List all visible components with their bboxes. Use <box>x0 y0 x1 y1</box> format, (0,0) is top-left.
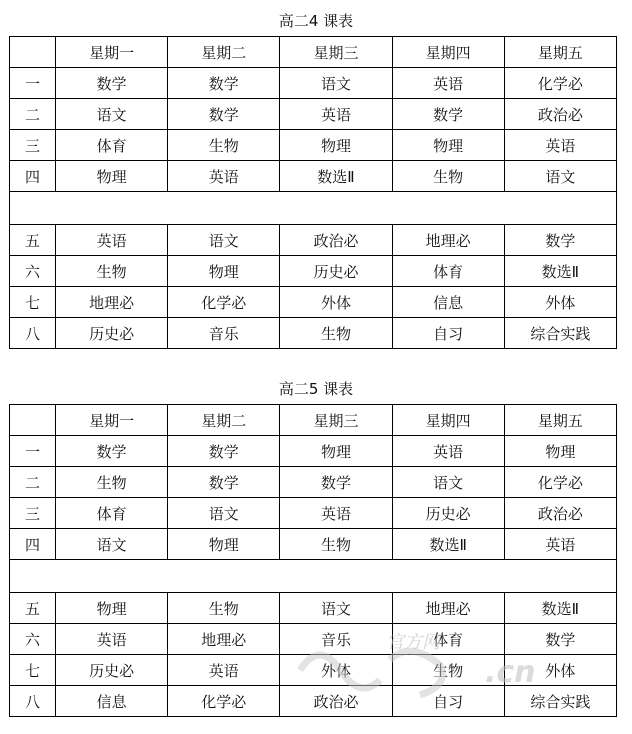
class-cell: 地理必 <box>392 593 504 624</box>
break-cell <box>10 560 617 593</box>
class-cell: 数学 <box>168 99 280 130</box>
period-label: 二 <box>10 467 56 498</box>
class-cell: 外体 <box>504 655 616 686</box>
class-cell: 数选Ⅱ <box>504 593 616 624</box>
class-cell: 英语 <box>56 225 168 256</box>
period-label: 七 <box>10 287 56 318</box>
class-cell: 综合实践 <box>504 318 616 349</box>
class-cell: 生物 <box>392 161 504 192</box>
class-cell: 物理 <box>168 529 280 560</box>
class-cell: 外体 <box>280 655 392 686</box>
class-cell: 数学 <box>168 467 280 498</box>
class-cell: 自习 <box>392 318 504 349</box>
class-cell: 自习 <box>392 686 504 717</box>
class-cell: 体育 <box>56 498 168 529</box>
table-row <box>10 287 617 318</box>
timetable-2 <box>9 404 617 717</box>
corner-cell <box>10 405 56 436</box>
class-cell: 物理 <box>280 130 392 161</box>
table-row <box>10 130 617 161</box>
class-cell: 政治必 <box>504 498 616 529</box>
class-cell: 物理 <box>56 593 168 624</box>
class-cell: 英语 <box>56 624 168 655</box>
period-label: 三 <box>10 498 56 529</box>
class-cell: 数学 <box>56 68 168 99</box>
class-cell: 物理 <box>392 130 504 161</box>
class-cell: 语文 <box>56 529 168 560</box>
day-header: 星期一 <box>56 405 168 436</box>
class-cell: 英语 <box>168 655 280 686</box>
table-row <box>10 593 617 624</box>
class-cell: 英语 <box>168 161 280 192</box>
class-cell: 生物 <box>280 529 392 560</box>
class-cell: 历史必 <box>56 655 168 686</box>
class-cell: 综合实践 <box>504 686 616 717</box>
class-cell: 体育 <box>392 256 504 287</box>
day-header: 星期三 <box>280 37 392 68</box>
class-cell: 政治必 <box>504 99 616 130</box>
period-label: 一 <box>10 436 56 467</box>
table-row <box>10 686 617 717</box>
class-cell: 数学 <box>504 624 616 655</box>
period-label: 六 <box>10 256 56 287</box>
day-header: 星期二 <box>168 405 280 436</box>
class-cell: 英语 <box>392 436 504 467</box>
class-cell: 英语 <box>280 99 392 130</box>
day-header: 星期五 <box>504 405 616 436</box>
class-cell: 物理 <box>56 161 168 192</box>
period-label: 二 <box>10 99 56 130</box>
class-cell: 语文 <box>56 99 168 130</box>
class-cell: 英语 <box>504 529 616 560</box>
class-cell: 语文 <box>504 161 616 192</box>
day-header: 星期一 <box>56 37 168 68</box>
class-cell: 化学必 <box>168 686 280 717</box>
period-label: 四 <box>10 161 56 192</box>
class-cell: 物理 <box>168 256 280 287</box>
day-header: 星期四 <box>392 37 504 68</box>
class-cell: 地理必 <box>168 624 280 655</box>
class-cell: 语文 <box>280 593 392 624</box>
class-cell: 生物 <box>280 318 392 349</box>
class-cell: 数学 <box>504 225 616 256</box>
class-cell: 历史必 <box>56 318 168 349</box>
class-cell: 信息 <box>56 686 168 717</box>
class-cell: 地理必 <box>56 287 168 318</box>
class-cell: 音乐 <box>280 624 392 655</box>
class-cell: 体育 <box>56 130 168 161</box>
table-row <box>10 624 617 655</box>
table-row <box>10 467 617 498</box>
watermark-text: 官方网 <box>386 632 440 653</box>
table-row <box>10 68 617 99</box>
class-cell: 数学 <box>392 99 504 130</box>
table-row <box>10 318 617 349</box>
header-row <box>10 37 617 68</box>
class-cell: 化学必 <box>168 287 280 318</box>
class-cell: 语文 <box>392 467 504 498</box>
class-cell: 数学 <box>56 436 168 467</box>
table-row <box>10 436 617 467</box>
class-cell: 数选Ⅱ <box>504 256 616 287</box>
timetable-1-title: 高二4 课表 <box>278 12 354 30</box>
class-cell: 外体 <box>504 287 616 318</box>
class-cell: 语文 <box>168 225 280 256</box>
class-cell: 政治必 <box>280 225 392 256</box>
timetable-2-title: 高二5 课表 <box>278 380 354 398</box>
period-label: 三 <box>10 130 56 161</box>
class-cell: 数学 <box>280 467 392 498</box>
class-cell: 地理必 <box>392 225 504 256</box>
class-cell: 英语 <box>392 68 504 99</box>
class-cell: 信息 <box>392 287 504 318</box>
period-label: 八 <box>10 318 56 349</box>
lunch-break-row <box>10 192 617 225</box>
class-cell: 历史必 <box>392 498 504 529</box>
class-cell: 语文 <box>280 68 392 99</box>
class-cell: 生物 <box>168 130 280 161</box>
period-label: 八 <box>10 686 56 717</box>
class-cell: 体育 <box>392 624 504 655</box>
table-row <box>10 225 617 256</box>
header-row <box>10 405 617 436</box>
class-cell: 生物 <box>56 256 168 287</box>
period-label: 五 <box>10 225 56 256</box>
period-label: 一 <box>10 68 56 99</box>
class-cell: 英语 <box>280 498 392 529</box>
class-cell: 数学 <box>168 68 280 99</box>
class-cell: 音乐 <box>168 318 280 349</box>
class-cell: 物理 <box>280 436 392 467</box>
class-cell: 生物 <box>56 467 168 498</box>
day-header: 星期三 <box>280 405 392 436</box>
class-cell: 生物 <box>392 655 504 686</box>
class-cell: 政治必 <box>280 686 392 717</box>
timetable-1 <box>9 36 617 349</box>
class-cell: 数学 <box>168 436 280 467</box>
class-cell: 英语 <box>504 130 616 161</box>
break-cell <box>10 192 617 225</box>
class-cell: 化学必 <box>504 68 616 99</box>
period-label: 四 <box>10 529 56 560</box>
class-cell: 外体 <box>280 287 392 318</box>
table-row <box>10 498 617 529</box>
corner-cell <box>10 37 56 68</box>
day-header: 星期四 <box>392 405 504 436</box>
class-cell: 数选Ⅱ <box>280 161 392 192</box>
class-cell: 生物 <box>168 593 280 624</box>
watermark-domain: .cn <box>485 655 536 690</box>
table-row <box>10 161 617 192</box>
class-cell: 数选Ⅱ <box>392 529 504 560</box>
table-row <box>10 99 617 130</box>
table-row <box>10 655 617 686</box>
period-label: 五 <box>10 593 56 624</box>
period-label: 七 <box>10 655 56 686</box>
lunch-break-row <box>10 560 617 593</box>
class-cell: 化学必 <box>504 467 616 498</box>
class-cell: 历史必 <box>280 256 392 287</box>
period-label: 六 <box>10 624 56 655</box>
class-cell: 物理 <box>504 436 616 467</box>
table-row <box>10 529 617 560</box>
day-header: 星期五 <box>504 37 616 68</box>
table-row <box>10 256 617 287</box>
day-header: 星期二 <box>168 37 280 68</box>
class-cell: 语文 <box>168 498 280 529</box>
